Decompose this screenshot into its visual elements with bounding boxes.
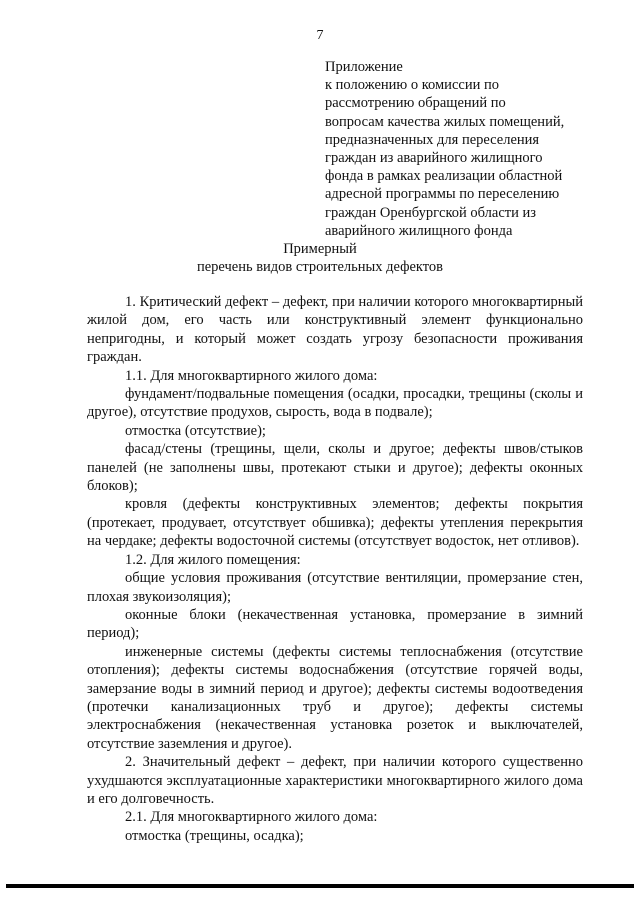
paragraph-subsection: 2.1. Для многоквартирного жилого дома: bbox=[125, 809, 378, 826]
appendix-line: Приложение bbox=[325, 59, 403, 75]
paragraph-item: кровля (дефекты конструктивных элементов; дефекты покрытия (протекает, продувает, отсутствует обшивка); дефекты утепления перекрытия на чердаке; дефекты водосточной системы (отсутствует водосток, нет отливов). bbox=[87, 496, 583, 550]
appendix-line: предназначенных для переселения bbox=[325, 131, 540, 148]
page-bottom-border bbox=[6, 884, 634, 888]
paragraph-subsection: 1.2. Для жилого помещения: bbox=[125, 551, 301, 568]
paragraph-item: фасад/стены (трещины, щели, сколы и другое; дефекты швов/стыков панелей (не заполнены швы, протекают стыки и другое); дефекты оконных блоков); bbox=[87, 441, 583, 495]
paragraph-item: инженерные системы (дефекты системы теплоснабжения (отсутствие отопления); дефекты системы водоснабжения (отсутствие горячей воды, замерзание воды в зимний период и другое); дефекты системы водоотведения (протечки канализационных труб и другое); дефекты системы электроснабжения (некачественная установка розеток и выключателей, отсутствие заземления и другое). bbox=[87, 643, 583, 752]
appendix-header bbox=[325, 58, 625, 240]
title-line-2: перечень видов строительных дефектов bbox=[196, 259, 444, 275]
document-body bbox=[87, 293, 583, 845]
paragraph-item: оконные блоки (некачественная установка, промерзание в зимний период); bbox=[87, 606, 583, 642]
page-number: 7 bbox=[316, 28, 324, 43]
appendix-line: аварийного жилищного фонда bbox=[325, 222, 513, 239]
paragraph-item: отмостка (трещины, осадка); bbox=[125, 827, 304, 844]
title-line-1: Примерный bbox=[283, 241, 357, 257]
appendix-line: рассмотрению обращений по bbox=[325, 95, 506, 112]
paragraph-significant-defect: 2. Значительный дефект – дефект, при наличии которого существенно ухудшаются эксплуатационные характеристики многоквартирного жилого дома и его долговечность. bbox=[87, 754, 583, 807]
paragraph-item: отмостка (отсутствие); bbox=[125, 422, 266, 439]
appendix-line: к положению о комиссии по bbox=[325, 77, 499, 94]
appendix-line: граждан Оренбургской области из bbox=[325, 204, 537, 221]
appendix-line: адресной программы по переселению bbox=[325, 186, 560, 203]
appendix-line: фонда в рамках реализации областной bbox=[325, 168, 563, 185]
paragraph-subsection: 1.1. Для многоквартирного жилого дома: bbox=[125, 367, 378, 384]
paragraph-item: фундамент/подвальные помещения (осадки, просадки, трещины (сколы и другое), отсутствие продухов, сырость, вода в подвале); bbox=[87, 386, 583, 421]
appendix-line: вопросам качества жилых помещений, bbox=[325, 113, 565, 130]
paragraph-item: общие условия проживания (отсутствие вентиляции, промерзание стен, плохая звукоизоляция); bbox=[87, 570, 583, 605]
appendix-line: граждан из аварийного жилищного bbox=[325, 150, 543, 167]
document-title bbox=[0, 240, 640, 276]
paragraph-critical-defect: 1. Критический дефект – дефект, при наличии которого многоквартирный жилой дом, его часть или конструктивный элемент функционально непригодны, и который может создать угрозу безопасности проживания граждан. bbox=[87, 294, 583, 366]
